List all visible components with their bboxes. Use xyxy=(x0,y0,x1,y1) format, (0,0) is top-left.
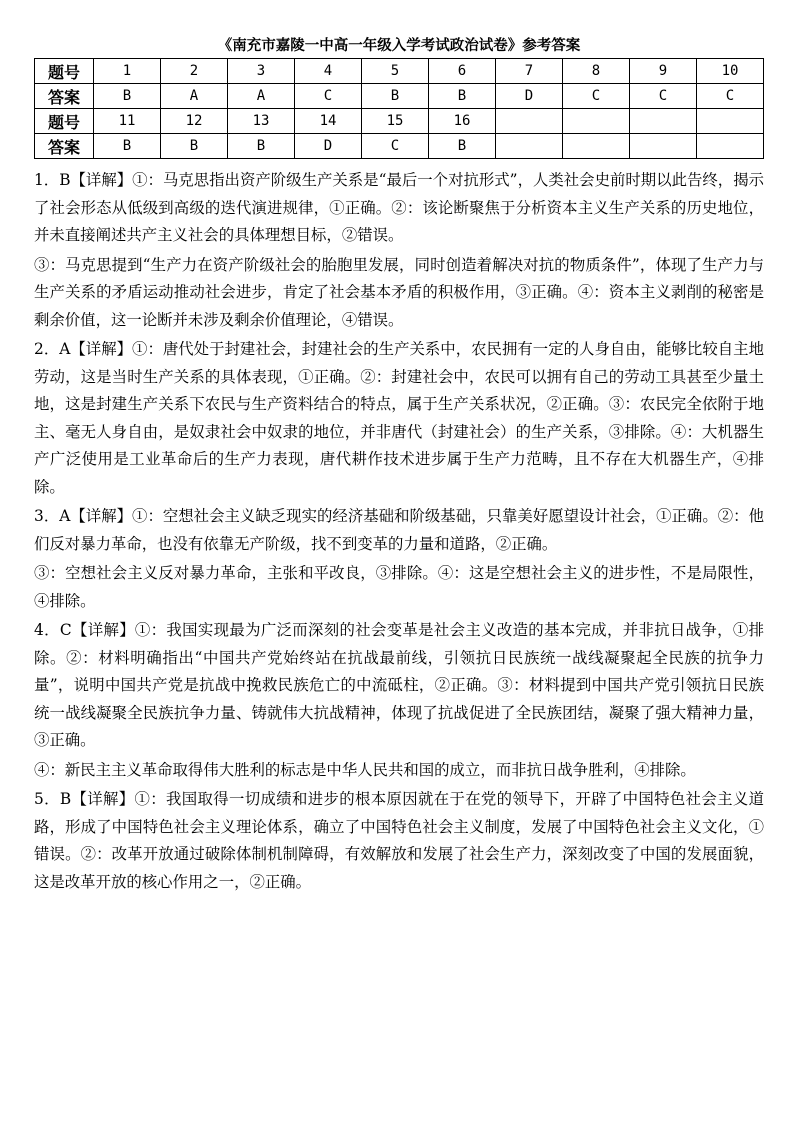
answer-table xyxy=(34,58,764,159)
table-cell: A xyxy=(228,84,295,109)
table-row xyxy=(35,84,764,109)
row-label: 答案 xyxy=(35,84,94,109)
explanation-paragraph: 1．B【详解】①：马克思指出资产阶级生产关系是“最后一个对抗形式”，人类社会史前时期以此告终，揭示了社会形态从低级到高级的迭代演进规律，①正确。②：该论断聚焦于分析资本主义生产关系的历史地位，并未直接阐述共产主义社会的具体理想目标，②错误。 xyxy=(34,171,764,244)
explanation-paragraph: ③：马克思提到“生产力在资产阶级社会的胎胞里发展，同时创造着解决对抗的物质条件”，体现了生产力与生产关系的矛盾运动推动社会进步，肯定了社会基本矛盾的积极作用，③正确。④：资本主义剥削的秘密是剩余价值，这一论断并未涉及剩余价值理论，④错误。 xyxy=(34,255,764,329)
row-label: 答案 xyxy=(35,134,94,159)
table-cell xyxy=(630,134,697,159)
table-cell: 10 xyxy=(697,59,764,84)
table-cell: 12 xyxy=(161,109,228,134)
explanation-paragraph: ④：新民主主义革命取得伟大胜利的标志是中华人民共和国的成立，而非抗日战争胜利，④排除。 xyxy=(34,760,696,779)
table-cell: 4 xyxy=(295,59,362,84)
table-cell: C xyxy=(295,84,362,109)
table-cell: B xyxy=(362,84,429,109)
table-cell: D xyxy=(496,84,563,109)
table-cell: B xyxy=(161,134,228,159)
table-cell: C xyxy=(697,84,764,109)
table-cell: 14 xyxy=(295,109,362,134)
explanation-paragraph: 4．C【详解】①：我国实现最为广泛而深刻的社会变革是社会主义改造的基本完成，并非抗日战争，①排除。②：材料明确指出“中国共产党始终站在抗战最前线，引领抗日民族统一战线凝聚起全民族的抗争力量”，说明中国共产党是抗战中挽救民族危亡的中流砥柱，②正确。③：材料提到中国共产党引领抗日民族统一战线凝聚全民族抗争力量、铸就伟大抗战精神，体现了抗战促进了全民族团结，凝聚了强大精神力量，③正确。 xyxy=(34,621,764,749)
table-cell: 9 xyxy=(630,59,697,84)
answer-sheet xyxy=(34,34,764,898)
table-cell xyxy=(496,109,563,134)
table-cell: 7 xyxy=(496,59,563,84)
explanation-paragraph: 2．A【详解】①：唐代处于封建社会，封建社会的生产关系中，农民拥有一定的人身自由，能够比较自主地劳动，这是当时生产关系的具体表现，①正确。②：封建社会中，农民可以拥有自己的劳动工具甚至少量土地，这是封建生产关系下农民与生产资料结合的特点，属于生产关系状况，②正确。③：农民完全依附于地主、毫无人身自由，是奴隶社会中奴隶的地位，并非唐代（封建社会）的生产关系，③排除。④：大机器生产广泛使用是工业革命后的生产力表现，唐代耕作技术进步属于生产力范畴，且不存在大机器生产，④排除。 xyxy=(34,340,764,496)
row-label: 题号 xyxy=(35,109,94,134)
table-cell xyxy=(630,109,697,134)
table-cell: 6 xyxy=(429,59,496,84)
table-cell: C xyxy=(362,134,429,159)
table-cell: A xyxy=(161,84,228,109)
table-cell: B xyxy=(94,84,161,109)
explanation-paragraph: ③：空想社会主义反对暴力革命，主张和平改良，③排除。④：这是空想社会主义的进步性，不是局限性，④排除。 xyxy=(34,564,764,610)
table-cell: D xyxy=(295,134,362,159)
table-cell: B xyxy=(429,84,496,109)
table-cell: B xyxy=(94,134,161,159)
table-cell: 16 xyxy=(429,109,496,134)
table-cell: 8 xyxy=(563,59,630,84)
table-cell xyxy=(496,134,563,159)
table-cell: 15 xyxy=(362,109,429,134)
table-cell: 5 xyxy=(362,59,429,84)
row-label: 题号 xyxy=(35,59,94,84)
answer-explanations xyxy=(34,167,764,896)
table-cell: 2 xyxy=(161,59,228,84)
table-row xyxy=(35,134,764,159)
table-cell xyxy=(697,134,764,159)
table-cell: 13 xyxy=(228,109,295,134)
table-cell xyxy=(697,109,764,134)
table-cell: 3 xyxy=(228,59,295,84)
table-row xyxy=(35,109,764,134)
table-cell xyxy=(563,109,630,134)
table-row xyxy=(35,59,764,84)
table-cell: C xyxy=(563,84,630,109)
table-cell: C xyxy=(630,84,697,109)
table-cell: B xyxy=(228,134,295,159)
table-cell: 11 xyxy=(94,109,161,134)
explanation-paragraph: 5．B【详解】①：我国取得一切成绩和进步的根本原因就在于在党的领导下，开辟了中国特色社会主义道路，形成了中国特色社会主义理论体系，确立了中国特色社会主义制度，发展了中国特色社会主义文化，①错误。②：改革开放通过破除体制机制障碍，有效解放和发展了社会生产力，深刻改变了中国的发展面貌，这是改革开放的核心作用之一，②正确。 xyxy=(34,790,764,891)
explanation-paragraph: 3．A【详解】①：空想社会主义缺乏现实的经济基础和阶级基础，只靠美好愿望设计社会，①正确。②：他们反对暴力革命，也没有依靠无产阶级，找不到变革的力量和道路，②正确。 xyxy=(34,507,764,553)
document-title: 《南充市嘉陵一中高一年级入学考试政治试卷》参考答案 xyxy=(217,37,581,54)
table-cell: 1 xyxy=(94,59,161,84)
table-cell xyxy=(563,134,630,159)
table-cell: B xyxy=(429,134,496,159)
